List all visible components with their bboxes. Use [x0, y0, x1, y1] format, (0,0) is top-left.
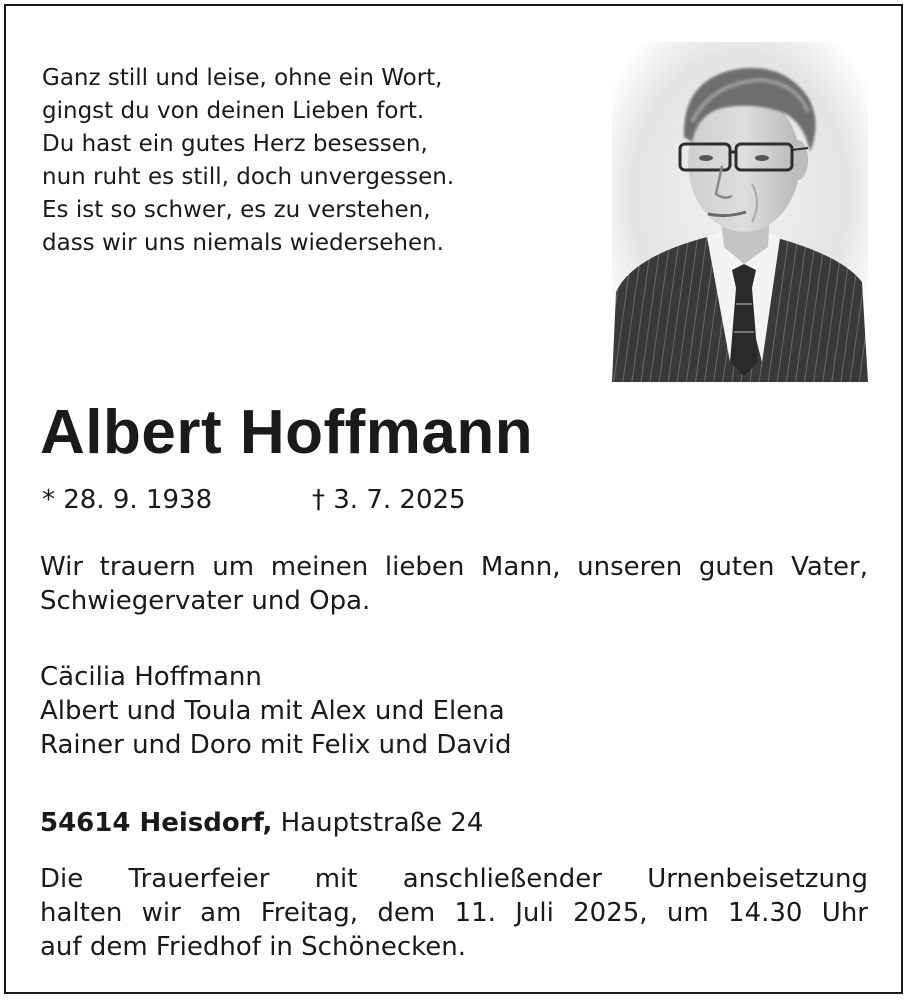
poem-line: Es ist so schwer, es zu verstehen,: [42, 197, 431, 223]
address: [40, 806, 483, 840]
family-member: Rainer und Doro mit Felix und David: [40, 730, 512, 760]
mourning-text: Wir trauern um meinen lieben Mann, unseren guten Vater, Schwiegervater und Opa.: [40, 552, 868, 616]
death-date: † 3. 7. 2025: [312, 485, 466, 515]
poem-line: Ganz still und leise, ohne ein Wort,: [42, 65, 443, 91]
deceased-name: Albert Hoffmann: [40, 398, 534, 467]
ceremony-line: Die Trauerfeier mit anschließender Urnenbeisetzung: [40, 864, 868, 894]
poem-line: nun ruht es still, doch unvergessen.: [42, 164, 455, 190]
family-member: Cäcilia Hoffmann: [40, 662, 262, 692]
address-street: Hauptstraße 24: [280, 808, 484, 838]
family-list: [40, 660, 511, 762]
poem-line: gingst du von deinen Lieben fort.: [42, 98, 425, 124]
poem: [42, 62, 582, 260]
family-member: Albert und Toula mit Alex und Elena: [40, 696, 505, 726]
poem-line: Du hast ein gutes Herz besessen,: [42, 131, 428, 157]
birth-date: * 28. 9. 1938: [42, 485, 213, 515]
ceremony-line: halten wir am Freitag, dem 11. Juli 2025, um 14.30 Uhr: [40, 898, 868, 928]
ceremony-line: auf dem Friedhof in Schönecken.: [40, 932, 466, 962]
address-city: 54614 Heisdorf,: [40, 808, 273, 838]
portrait-photo: [612, 42, 868, 382]
poem-line: dass wir uns niemals wiedersehen.: [42, 230, 444, 256]
ceremony-info: [40, 862, 868, 964]
